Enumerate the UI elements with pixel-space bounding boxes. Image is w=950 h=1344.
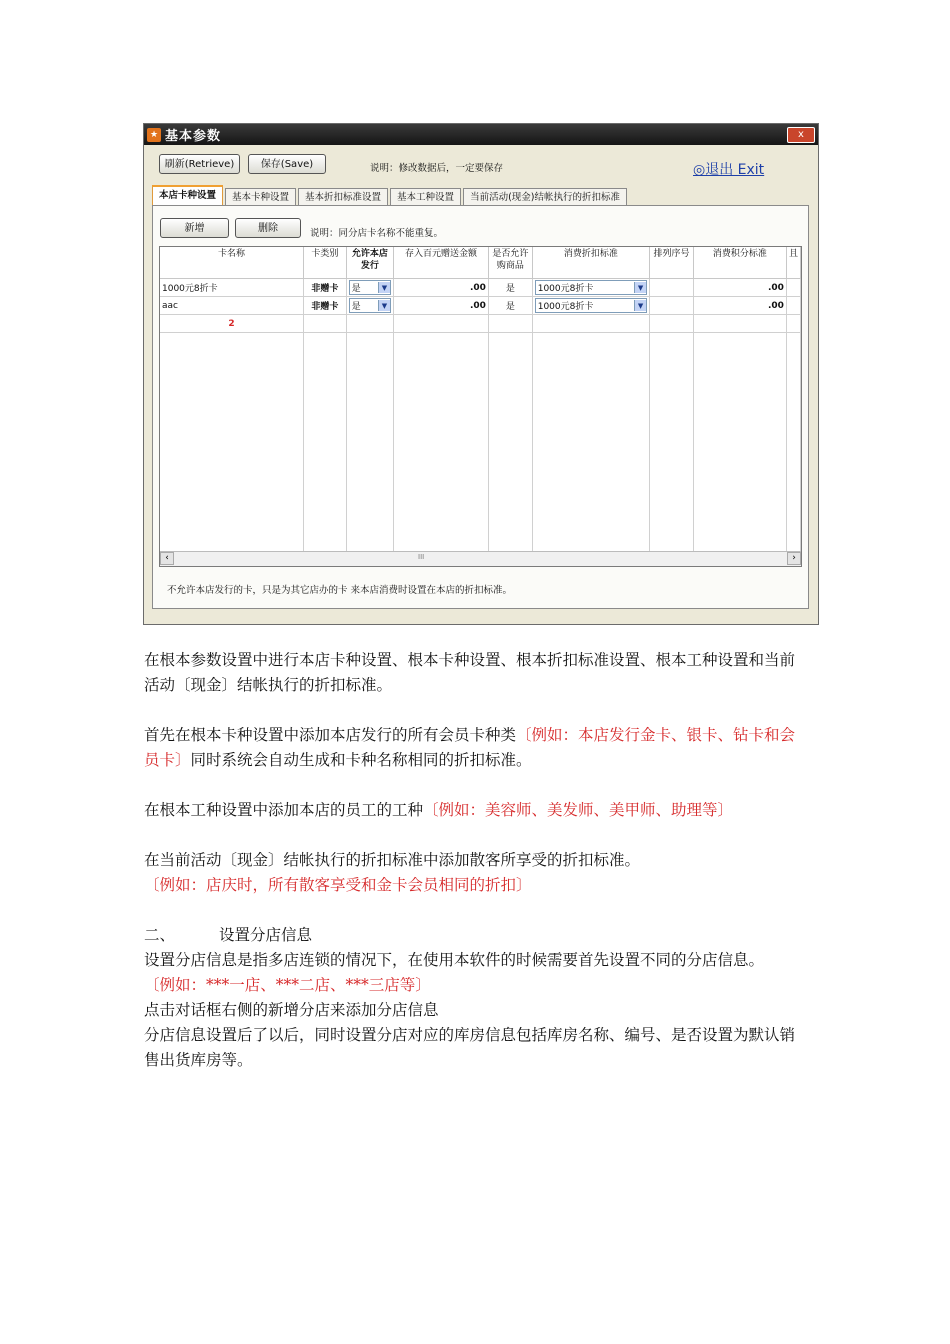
allow-issue-value: 是 xyxy=(351,302,361,312)
cell-allow-issue[interactable] xyxy=(346,297,393,315)
paragraph-5-text: 设置分店信息是指多店连锁的情况下，在使用本软件的时候需要首先设置不同的分店信息。 xyxy=(144,951,765,969)
refresh-button[interactable]: 刷新(Retrieve) xyxy=(159,154,240,174)
paragraph-5-example: 〔例如：***一店、***二店、***三店等〕 xyxy=(144,976,431,994)
close-button[interactable]: x xyxy=(787,127,815,143)
empty-cell xyxy=(346,333,393,568)
col-allow-issue[interactable]: 允许本店发行 xyxy=(346,247,393,279)
paragraph-6: 点击对话框右侧的新增分店来添加分店信息 xyxy=(144,1001,439,1019)
empty-cell xyxy=(160,333,304,568)
col-points-standard[interactable]: 消费积分标准 xyxy=(693,247,786,279)
empty-cell xyxy=(393,315,488,333)
empty-cell xyxy=(488,333,532,568)
empty-cell xyxy=(488,315,532,333)
tab-current-promo-discount[interactable]: 当前活动(现金)结帐执行的折扣标准 xyxy=(463,188,627,207)
paragraph-2 xyxy=(144,723,809,773)
empty-cell xyxy=(786,315,800,333)
delete-button[interactable]: 删除 xyxy=(235,218,301,238)
settings-window xyxy=(143,123,819,625)
paragraph-2-tail: 同时系统会自动生成和卡种名称相同的折扣标准。 xyxy=(190,751,532,769)
empty-cell xyxy=(532,333,649,568)
table-row[interactable] xyxy=(160,297,801,315)
paragraph-4-example: 〔例如：店庆时，所有散客享受和金卡会员相同的折扣〕 xyxy=(144,876,532,894)
col-discount-standard[interactable]: 消费折扣标准 xyxy=(532,247,649,279)
allow-issue-select[interactable] xyxy=(349,298,391,313)
col-allow-goods[interactable]: 是否允许购商品 xyxy=(488,247,532,279)
discount-select[interactable] xyxy=(535,298,647,313)
cell-discount-standard[interactable] xyxy=(532,279,649,297)
panel-note: 说明：同分店卡名称不能重复。 xyxy=(310,228,444,239)
empty-cell xyxy=(693,333,786,568)
save-note: 说明：修改数据后，一定要保存 xyxy=(370,163,504,174)
empty-cell xyxy=(650,315,694,333)
empty-cell xyxy=(346,315,393,333)
save-button[interactable]: 保存(Save) xyxy=(248,154,326,174)
paragraph-5 xyxy=(144,948,809,1073)
section-number: 二、 xyxy=(144,926,176,944)
cell-points-standard[interactable]: .00 xyxy=(693,297,786,315)
tab-panel xyxy=(152,205,809,609)
scroll-right-icon[interactable]: › xyxy=(787,552,801,565)
col-deposit-bonus[interactable]: 存入百元赠送金额 xyxy=(393,247,488,279)
paragraph-2-example: 〔例如：本店发行金卡、银卡、钻卡和会员卡〕 xyxy=(144,726,796,769)
chevron-down-icon[interactable]: ▼ xyxy=(378,282,390,293)
app-icon: ★ xyxy=(147,128,161,142)
section-title: 设置分店信息 xyxy=(219,926,313,944)
chevron-down-icon[interactable]: ▼ xyxy=(634,282,646,293)
title-bar xyxy=(144,124,818,145)
cell-points-standard[interactable]: .00 xyxy=(693,279,786,297)
tab-store-card-settings[interactable]: 本店卡种设置 xyxy=(152,185,223,208)
col-sort-order[interactable]: 排列序号 xyxy=(650,247,694,279)
paragraph-4 xyxy=(144,848,809,898)
add-button[interactable]: 新增 xyxy=(160,218,229,238)
empty-cell xyxy=(650,333,694,568)
section-heading xyxy=(144,923,809,948)
exit-link[interactable]: ◎退出 Exit xyxy=(693,162,765,178)
cell-allow-issue[interactable] xyxy=(346,279,393,297)
row-count: 2 xyxy=(160,315,304,333)
scroll-grip[interactable]: III xyxy=(418,553,425,561)
allow-issue-value: 是 xyxy=(351,284,361,294)
allow-issue-select[interactable] xyxy=(349,280,391,295)
cell-card-type[interactable]: 非赠卡 xyxy=(304,297,347,315)
paragraph-7: 分店信息设置后了以后，同时设置分店对应的库房信息包括库房名称、编号、是否设置为默认销售出货库房等。 xyxy=(144,1026,796,1069)
empty-cell xyxy=(393,333,488,568)
cell-card-type[interactable]: 非赠卡 xyxy=(304,279,347,297)
discount-select[interactable] xyxy=(535,280,647,295)
tab-discount-settings[interactable]: 基本折扣标准设置 xyxy=(298,188,388,207)
scroll-left-icon[interactable]: ‹ xyxy=(160,552,174,565)
paragraph-1: 在根本参数设置中进行本店卡种设置、根本卡种设置、根本折扣标准设置、根本工种设置和当前活动〔现金〕结帐执行的折扣标准。 xyxy=(144,651,796,694)
empty-cell xyxy=(693,315,786,333)
cell-truncated xyxy=(786,297,800,315)
summary-row xyxy=(160,315,801,333)
col-card-name[interactable]: 卡名称 xyxy=(160,247,304,279)
paragraph-3 xyxy=(144,798,809,823)
tab-job-type-settings[interactable]: 基本工种设置 xyxy=(390,188,461,207)
empty-cell xyxy=(786,333,800,568)
cell-deposit-bonus[interactable]: .00 xyxy=(393,297,488,315)
cell-sort-order[interactable] xyxy=(650,279,694,297)
discount-value: 1000元8折卡 xyxy=(537,284,594,294)
col-truncated[interactable]: 且 xyxy=(786,247,800,279)
horizontal-scrollbar[interactable] xyxy=(160,551,801,566)
paragraph-3-example: 〔例如：美容师、美发师、美甲师、助理等〕 xyxy=(423,801,734,819)
grid-footnote: 不允许本店发行的卡，只是为其它店办的卡 来本店消费时设置在本店的折扣标准。 xyxy=(167,585,513,596)
cell-sort-order[interactable] xyxy=(650,297,694,315)
tab-basic-card-settings[interactable]: 基本卡种设置 xyxy=(225,188,296,207)
empty-row xyxy=(160,333,801,568)
chevron-down-icon[interactable]: ▼ xyxy=(378,300,390,311)
cell-truncated xyxy=(786,279,800,297)
cell-allow-goods[interactable]: 是 xyxy=(488,297,532,315)
tab-bar xyxy=(152,185,629,206)
cell-card-name[interactable]: aac xyxy=(160,297,304,315)
cell-deposit-bonus[interactable]: .00 xyxy=(393,279,488,297)
empty-cell xyxy=(304,333,347,568)
cell-discount-standard[interactable] xyxy=(532,297,649,315)
card-grid xyxy=(159,246,802,567)
col-card-type[interactable]: 卡类别 xyxy=(304,247,347,279)
paragraph-4-text: 在当前活动〔现金〕结帐执行的折扣标准中添加散客所享受的折扣标准。 xyxy=(144,851,641,869)
cell-card-name[interactable]: 1000元8折卡 xyxy=(160,279,304,297)
empty-cell xyxy=(304,315,347,333)
grid-header-row xyxy=(160,247,801,279)
window-title: 基本参数 xyxy=(165,129,222,144)
paragraph-3-text: 在根本工种设置中添加本店的员工的工种 xyxy=(144,801,424,819)
cell-allow-goods[interactable]: 是 xyxy=(488,279,532,297)
empty-cell xyxy=(532,315,649,333)
table-row[interactable] xyxy=(160,279,801,297)
chevron-down-icon[interactable]: ▼ xyxy=(634,300,646,311)
discount-value: 1000元8折卡 xyxy=(537,302,594,312)
paragraph-2-text: 首先在根本卡种设置中添加本店发行的所有会员卡种类 xyxy=(144,726,517,744)
